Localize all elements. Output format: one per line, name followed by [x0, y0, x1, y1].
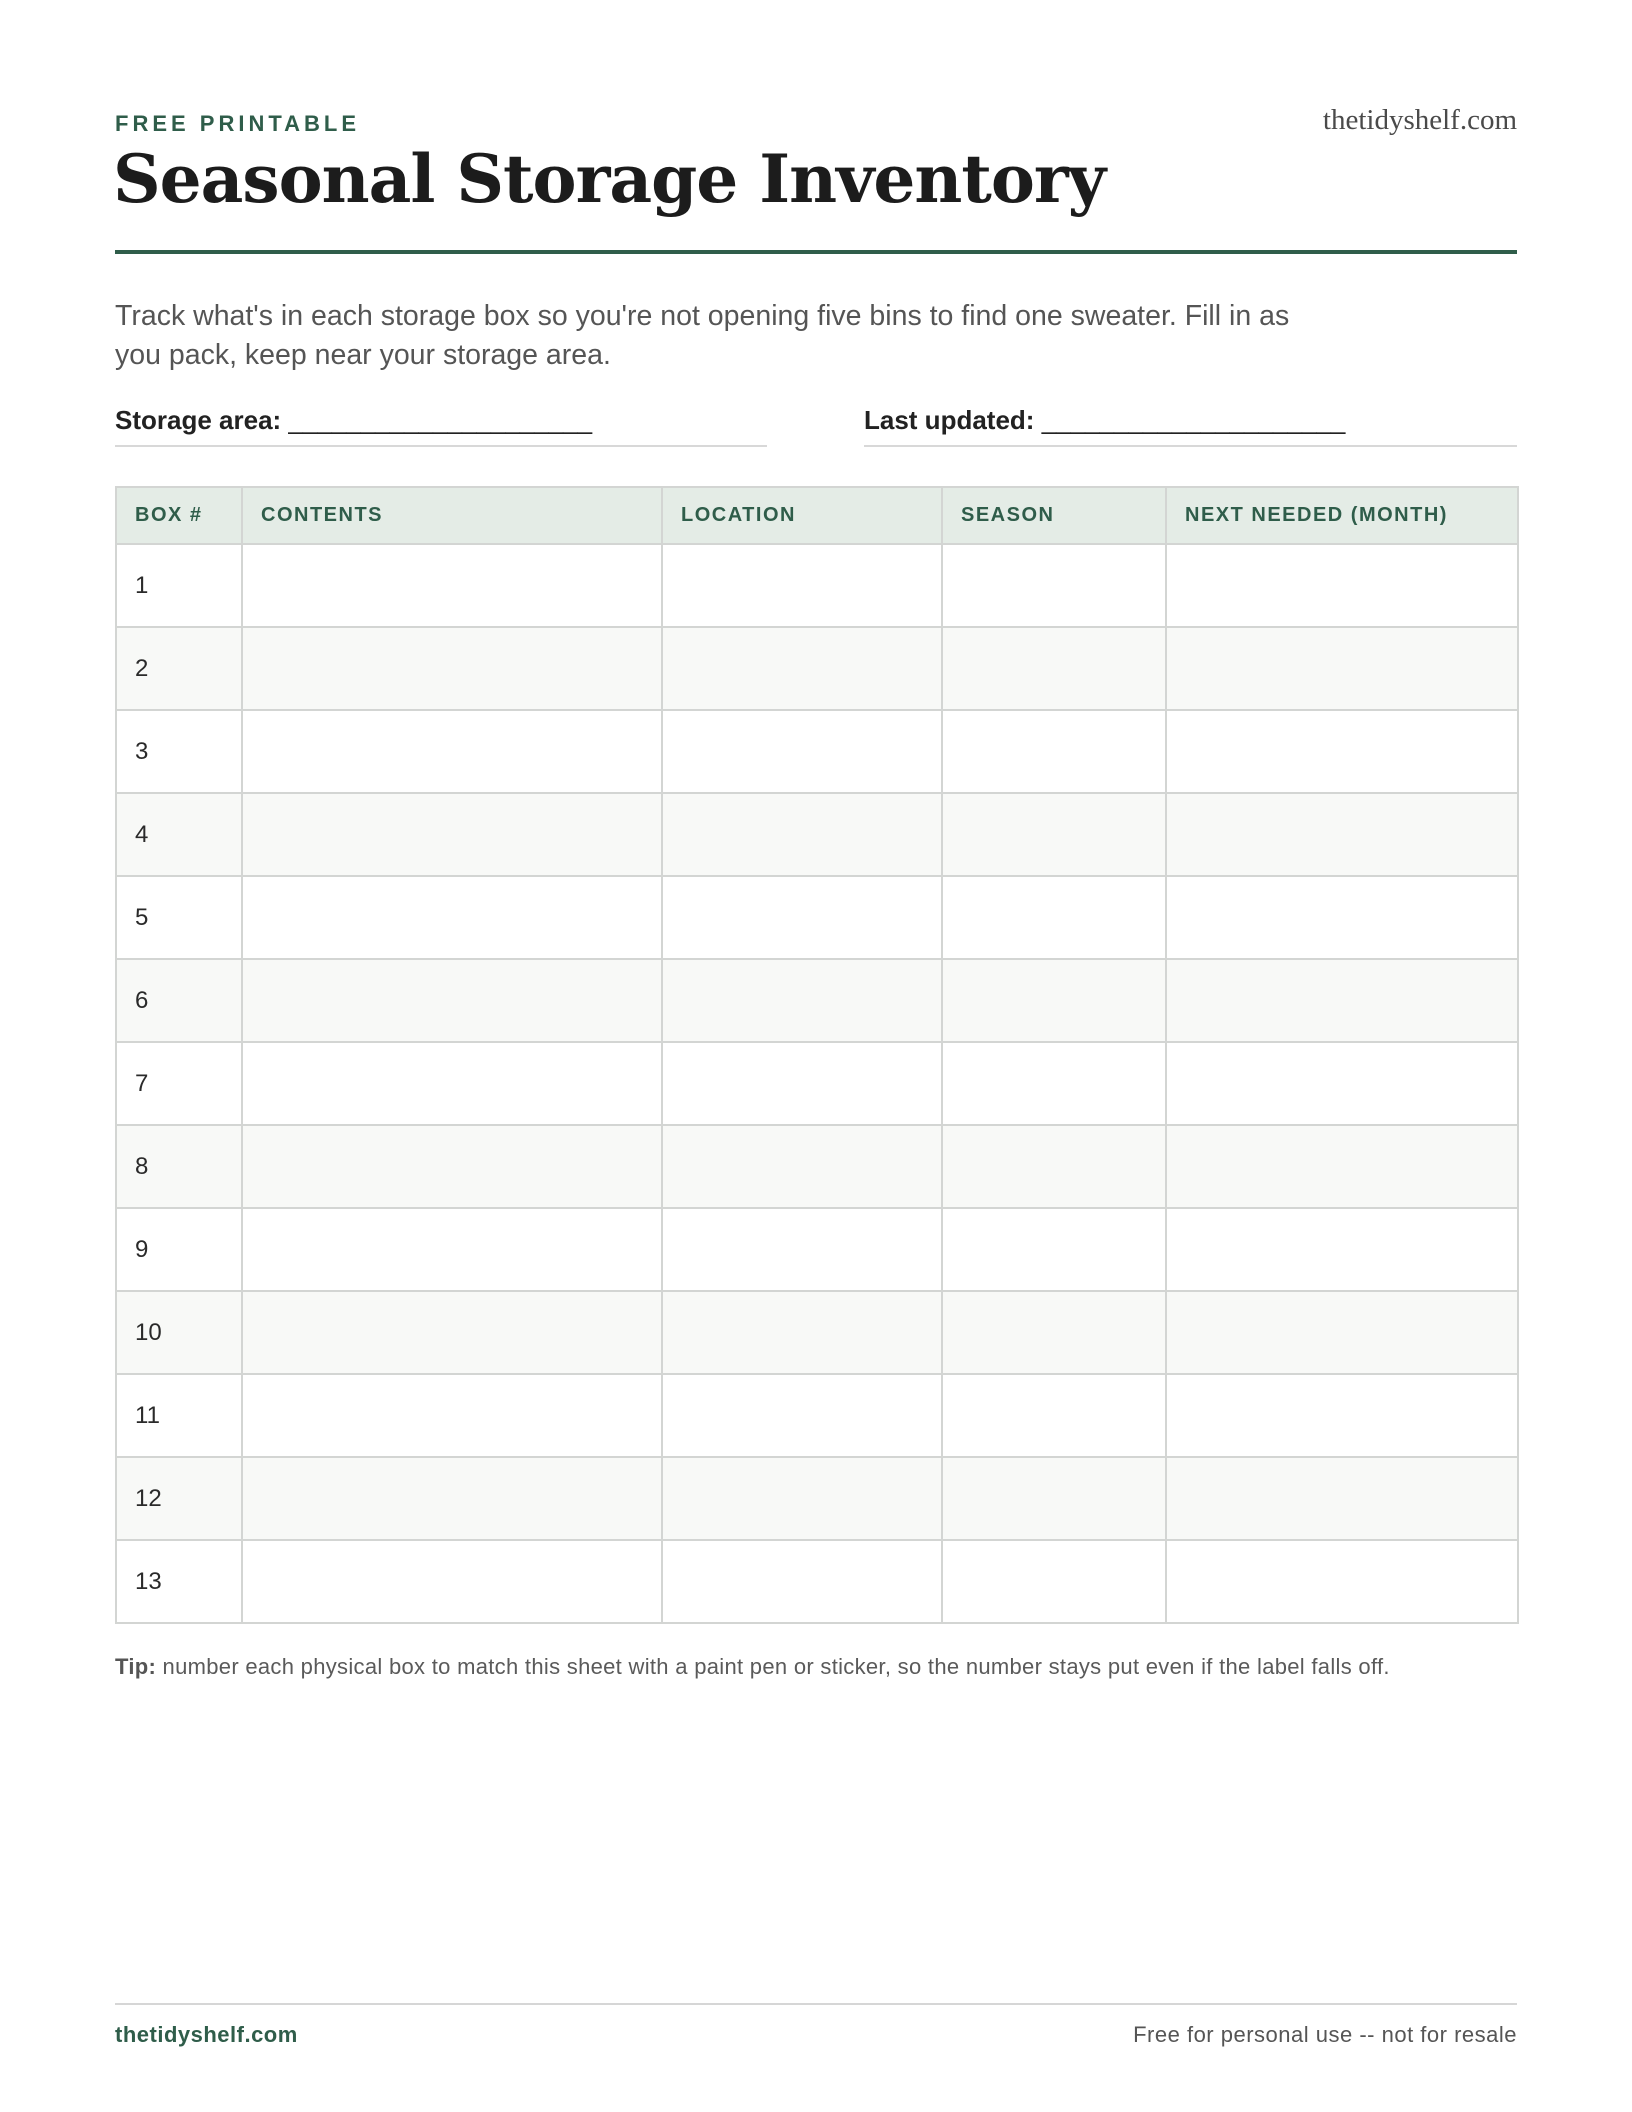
location-cell[interactable] — [662, 1374, 942, 1457]
season-cell[interactable] — [942, 710, 1166, 793]
contents-cell[interactable] — [242, 959, 662, 1042]
location-cell[interactable] — [662, 793, 942, 876]
col-header-contents: CONTENTS — [242, 487, 662, 544]
col-header-box: BOX # — [116, 487, 242, 544]
contents-cell[interactable] — [242, 1042, 662, 1125]
next-needed-cell[interactable] — [1166, 959, 1518, 1042]
table-row — [116, 1208, 1518, 1291]
site-name-top: thetidyshelf.com — [1322, 104, 1517, 136]
location-cell[interactable] — [662, 959, 942, 1042]
season-cell[interactable] — [942, 1540, 1166, 1623]
tip-text: number each physical box to match this sheet with a paint pen or sticker, so the number stays put even if the label falls off. — [162, 1654, 1390, 1679]
contents-cell[interactable] — [242, 1374, 662, 1457]
box-number-cell: 8 — [116, 1125, 242, 1208]
next-needed-cell[interactable] — [1166, 1291, 1518, 1374]
col-header-next-needed: NEXT NEEDED (MONTH) — [1166, 487, 1518, 544]
intro-line-2: you pack, keep near your storage area. — [115, 339, 611, 371]
table-row — [116, 1291, 1518, 1374]
box-number-cell: 1 — [116, 544, 242, 627]
season-cell[interactable] — [942, 1374, 1166, 1457]
page-title: Seasonal Storage Inventory — [113, 140, 1106, 218]
location-cell[interactable] — [662, 876, 942, 959]
next-needed-cell[interactable] — [1166, 627, 1518, 710]
last-updated-field[interactable] — [864, 405, 1517, 447]
table-row — [116, 1374, 1518, 1457]
location-cell[interactable] — [662, 544, 942, 627]
storage-area-blank[interactable]: _____________________ — [288, 405, 593, 435]
next-needed-cell[interactable] — [1166, 1042, 1518, 1125]
next-needed-cell[interactable] — [1166, 1457, 1518, 1540]
table-row — [116, 544, 1518, 627]
next-needed-cell[interactable] — [1166, 710, 1518, 793]
eyebrow-label: FREE PRINTABLE — [115, 111, 361, 136]
contents-cell[interactable] — [242, 1125, 662, 1208]
contents-cell[interactable] — [242, 1457, 662, 1540]
season-cell[interactable] — [942, 1125, 1166, 1208]
table-row — [116, 627, 1518, 710]
box-number-cell: 5 — [116, 876, 242, 959]
col-header-season: SEASON — [942, 487, 1166, 544]
table-row — [116, 793, 1518, 876]
table-row — [116, 1457, 1518, 1540]
tip-label: Tip: — [115, 1654, 157, 1679]
box-number-cell: 6 — [116, 959, 242, 1042]
season-cell[interactable] — [942, 544, 1166, 627]
intro-text — [115, 297, 1355, 375]
season-cell[interactable] — [942, 1042, 1166, 1125]
title-divider — [115, 250, 1517, 254]
table-header-row — [116, 487, 1518, 544]
next-needed-cell[interactable] — [1166, 1125, 1518, 1208]
contents-cell[interactable] — [242, 627, 662, 710]
intro-line-1: Track what's in each storage box so you're not opening five bins to find one sweater. Fill in as — [115, 300, 1290, 332]
contents-cell[interactable] — [242, 1208, 662, 1291]
footer-usage-note: Free for personal use -- not for resale — [1133, 2022, 1517, 2047]
storage-area-label: Storage area: — [115, 405, 282, 435]
location-cell[interactable] — [662, 1125, 942, 1208]
next-needed-cell[interactable] — [1166, 793, 1518, 876]
season-cell[interactable] — [942, 876, 1166, 959]
next-needed-cell[interactable] — [1166, 876, 1518, 959]
table-row — [116, 1125, 1518, 1208]
season-cell[interactable] — [942, 1291, 1166, 1374]
contents-cell[interactable] — [242, 1291, 662, 1374]
col-header-location: LOCATION — [662, 487, 942, 544]
table-row — [116, 1540, 1518, 1623]
inventory-table — [115, 486, 1519, 1624]
box-number-cell: 9 — [116, 1208, 242, 1291]
contents-cell[interactable] — [242, 710, 662, 793]
season-cell[interactable] — [942, 1457, 1166, 1540]
table-row — [116, 959, 1518, 1042]
location-cell[interactable] — [662, 1457, 942, 1540]
contents-cell[interactable] — [242, 1540, 662, 1623]
box-number-cell: 3 — [116, 710, 242, 793]
table-row — [116, 710, 1518, 793]
last-updated-label: Last updated: — [864, 405, 1035, 435]
box-number-cell: 4 — [116, 793, 242, 876]
box-number-cell: 7 — [116, 1042, 242, 1125]
table-row — [116, 876, 1518, 959]
box-number-cell: 13 — [116, 1540, 242, 1623]
location-cell[interactable] — [662, 710, 942, 793]
season-cell[interactable] — [942, 793, 1166, 876]
location-cell[interactable] — [662, 1042, 942, 1125]
contents-cell[interactable] — [242, 793, 662, 876]
contents-cell[interactable] — [242, 876, 662, 959]
next-needed-cell[interactable] — [1166, 1208, 1518, 1291]
box-number-cell: 2 — [116, 627, 242, 710]
location-cell[interactable] — [662, 1540, 942, 1623]
location-cell[interactable] — [662, 627, 942, 710]
contents-cell[interactable] — [242, 544, 662, 627]
box-number-cell: 11 — [116, 1374, 242, 1457]
season-cell[interactable] — [942, 959, 1166, 1042]
next-needed-cell[interactable] — [1166, 544, 1518, 627]
season-cell[interactable] — [942, 1208, 1166, 1291]
table-row — [116, 1042, 1518, 1125]
tip-note — [115, 1654, 1517, 1680]
storage-area-field[interactable] — [115, 405, 767, 447]
footer-site-name: thetidyshelf.com — [115, 2022, 298, 2047]
location-cell[interactable] — [662, 1291, 942, 1374]
box-number-cell: 10 — [116, 1291, 242, 1374]
footer-divider — [115, 2003, 1517, 2005]
next-needed-cell[interactable] — [1166, 1540, 1518, 1623]
last-updated-blank[interactable]: _____________________ — [1041, 405, 1346, 435]
box-number-cell: 12 — [116, 1457, 242, 1540]
next-needed-cell[interactable] — [1166, 1374, 1518, 1457]
location-cell[interactable] — [662, 1208, 942, 1291]
season-cell[interactable] — [942, 627, 1166, 710]
